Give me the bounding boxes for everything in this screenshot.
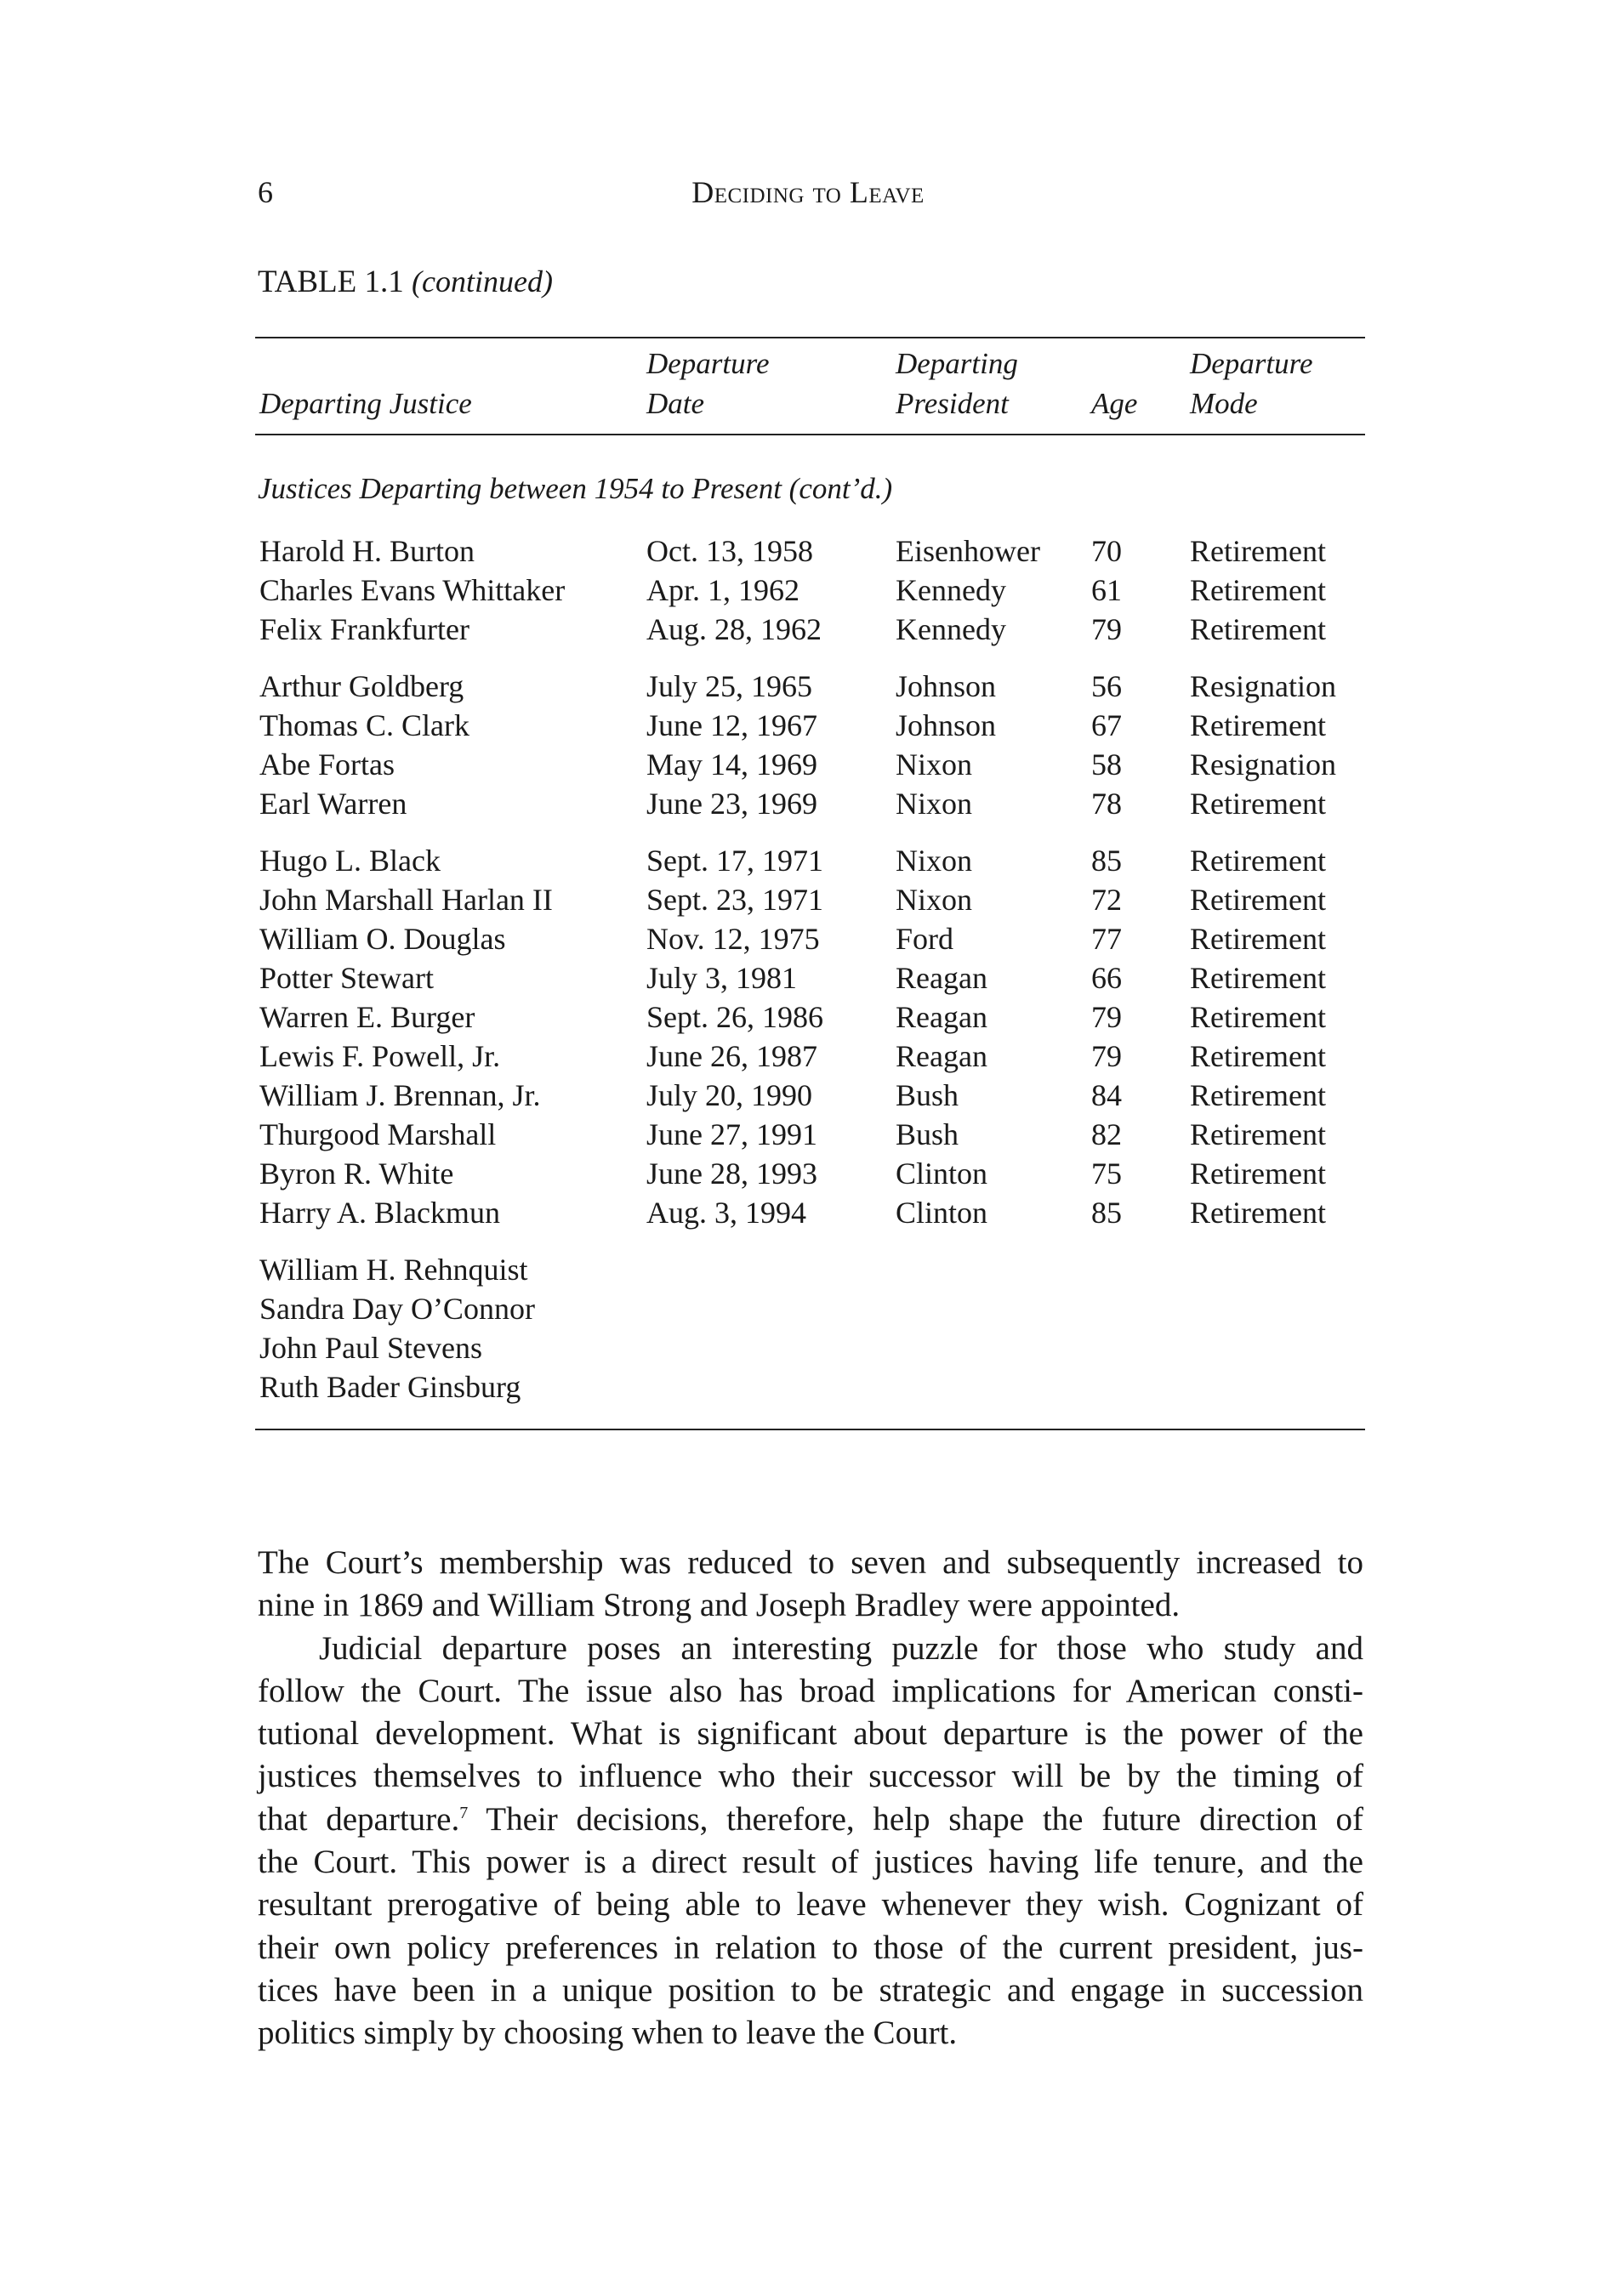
cell-mode: Retirement	[1190, 573, 1326, 607]
cell-president: Kennedy	[896, 612, 1006, 646]
cell-age: 85	[1091, 1196, 1122, 1230]
cell-mode: Retirement	[1190, 883, 1326, 917]
table-row	[0, 997, 1616, 1037]
body-line: Judicial departure poses an interesting puzzle for those who study and	[319, 1629, 1363, 1667]
cell-date: Sept. 23, 1971	[646, 883, 824, 917]
table-row	[0, 667, 1616, 706]
cell-mode: Retirement	[1190, 961, 1326, 995]
table-row	[0, 1115, 1616, 1154]
cell-justice: Warren E. Burger	[259, 1000, 475, 1034]
cell-president: Bush	[896, 1078, 959, 1112]
header-mode-line1: Departure	[1190, 347, 1313, 380]
table-row	[0, 571, 1616, 610]
cell-president: Bush	[896, 1117, 959, 1151]
cell-justice: Byron R. White	[259, 1157, 454, 1191]
table-row	[0, 531, 1616, 571]
cell-age: 84	[1091, 1078, 1122, 1112]
cell-justice: Thurgood Marshall	[259, 1117, 497, 1151]
cell-age: 58	[1091, 747, 1122, 781]
cell-president: Reagan	[896, 961, 987, 995]
cell-mode: Retirement	[1190, 612, 1326, 646]
body-text	[258, 1542, 1363, 2055]
cell-mode: Resignation	[1190, 669, 1336, 703]
body-line: The Court’s membership was reduced to seven and subsequently increased to	[258, 1544, 1363, 1581]
cell-age: 66	[1091, 961, 1122, 995]
cell-date: Sept. 26, 1986	[646, 1000, 824, 1034]
table-row	[0, 1289, 1616, 1328]
table-row	[0, 1154, 1616, 1193]
header-age: Age	[1091, 387, 1138, 420]
cell-president: Kennedy	[896, 573, 1006, 607]
table-group-label: Justices Departing between 1954 to Present (cont’d.)	[258, 472, 893, 505]
body-line	[258, 1799, 1363, 1841]
cell-date: Aug. 3, 1994	[646, 1196, 806, 1230]
cell-justice: John Paul Stevens	[259, 1331, 483, 1365]
cell-date: Aug. 28, 1962	[646, 612, 822, 646]
cell-mode: Retirement	[1190, 1078, 1326, 1112]
table-row	[0, 1250, 1616, 1289]
body-line: nine in 1869 and William Strong and Joseph Bradley were appointed.	[258, 1587, 1181, 1624]
footnote-ref[interactable]: 7	[459, 1803, 469, 1822]
cell-justice: William H. Rehnquist	[259, 1253, 528, 1287]
cell-age: 72	[1091, 883, 1122, 917]
table-row	[0, 1328, 1616, 1367]
cell-age: 79	[1091, 1039, 1122, 1073]
cell-president: Eisenhower	[896, 534, 1040, 568]
cell-date: Oct. 13, 1958	[646, 534, 813, 568]
cell-president: Johnson	[896, 708, 997, 742]
header-president-line2: President	[896, 387, 1009, 420]
cell-justice: Potter Stewart	[259, 961, 434, 995]
table-row	[0, 919, 1616, 958]
table-row	[0, 745, 1616, 784]
body-line: politics simply by choosing when to leave the Court.	[258, 2015, 958, 2052]
table-row	[0, 784, 1616, 823]
cell-mode: Retirement	[1190, 708, 1326, 742]
table-row	[0, 1076, 1616, 1115]
cell-age: 77	[1091, 922, 1122, 956]
table-row	[0, 958, 1616, 997]
cell-age: 85	[1091, 844, 1122, 878]
cell-justice: Abe Fortas	[259, 747, 395, 781]
cell-justice: William O. Douglas	[259, 922, 506, 956]
cell-age: 70	[1091, 534, 1122, 568]
cell-age: 61	[1091, 573, 1122, 607]
cell-justice: Lewis F. Powell, Jr.	[259, 1039, 501, 1073]
cell-date: June 28, 1993	[646, 1157, 817, 1191]
cell-age: 82	[1091, 1117, 1122, 1151]
table-row	[0, 1037, 1616, 1076]
body-line: follow the Court. The issue also has broad implications for American consti-	[258, 1672, 1363, 1709]
cell-justice: John Marshall Harlan II	[259, 883, 553, 917]
header-president-line1: Departing	[896, 347, 1018, 380]
cell-president: Clinton	[896, 1196, 988, 1230]
table-bottom-rule	[255, 1429, 1365, 1430]
table-row	[0, 706, 1616, 745]
cell-president: Nixon	[896, 787, 972, 821]
cell-mode: Retirement	[1190, 1039, 1326, 1073]
cell-date: May 14, 1969	[646, 747, 817, 781]
cell-mode: Retirement	[1190, 1117, 1326, 1151]
cell-mode: Retirement	[1190, 534, 1326, 568]
cell-justice: Harold H. Burton	[259, 534, 475, 568]
table-row	[0, 1367, 1616, 1407]
table-header-rule	[255, 434, 1365, 435]
cell-president: Reagan	[896, 1039, 987, 1073]
cell-date: Sept. 17, 1971	[646, 844, 824, 878]
cell-date: Nov. 12, 1975	[646, 922, 820, 956]
cell-date: June 23, 1969	[646, 787, 817, 821]
cell-justice: Earl Warren	[259, 787, 407, 821]
body-line: resultant prerogative of being able to leave whenever they wish. Cognizant of	[258, 1886, 1363, 1924]
cell-justice: Thomas C. Clark	[259, 708, 469, 742]
cell-date: June 27, 1991	[646, 1117, 817, 1151]
cell-date: July 25, 1965	[646, 669, 813, 703]
cell-date: June 12, 1967	[646, 708, 817, 742]
cell-justice: Hugo L. Black	[259, 844, 441, 878]
cell-age: 79	[1091, 1000, 1122, 1034]
cell-president: Nixon	[896, 747, 972, 781]
cell-justice: Sandra Day O’Connor	[259, 1292, 535, 1326]
cell-mode: Retirement	[1190, 922, 1326, 956]
running-head: Deciding to Leave	[691, 175, 925, 209]
cell-mode: Resignation	[1190, 747, 1336, 781]
cell-age: 75	[1091, 1157, 1122, 1191]
body-line: tices have been in a unique position to be strategic and engage in succession	[258, 1971, 1363, 2009]
body-text-span: that departure.	[258, 1800, 460, 1838]
cell-justice: Ruth Bader Ginsburg	[259, 1370, 521, 1404]
cell-date: July 3, 1981	[646, 961, 798, 995]
cell-justice: Arthur Goldberg	[259, 669, 464, 703]
table-title	[258, 264, 553, 300]
table-row	[0, 610, 1616, 649]
table-top-rule	[255, 337, 1365, 338]
header-date-line1: Departure	[646, 347, 770, 380]
cell-age: 56	[1091, 669, 1122, 703]
header-mode-line2: Mode	[1190, 387, 1258, 420]
header-date-line2: Date	[646, 387, 705, 420]
body-line: justices themselves to influence who their successor will be by the timing of	[258, 1758, 1363, 1795]
cell-age: 79	[1091, 612, 1122, 646]
table-row	[0, 841, 1616, 880]
cell-justice: Felix Frankfurter	[259, 612, 469, 646]
cell-mode: Retirement	[1190, 1000, 1326, 1034]
body-line: the Court. This power is a direct result of justices having life tenure, and the	[258, 1844, 1363, 1881]
table-number: TABLE 1.1	[258, 264, 404, 299]
body-line: tutional development. What is significant about departure is the power of the	[258, 1715, 1363, 1753]
cell-president: Johnson	[896, 669, 997, 703]
cell-justice: Charles Evans Whittaker	[259, 573, 566, 607]
header-justice: Departing Justice	[259, 387, 472, 420]
cell-mode: Retirement	[1190, 1157, 1326, 1191]
cell-date: July 20, 1990	[646, 1078, 813, 1112]
cell-president: Nixon	[896, 883, 972, 917]
body-line: their own policy preferences in relation to those of the current president, jus-	[258, 1929, 1363, 1966]
cell-age: 67	[1091, 708, 1122, 742]
cell-president: Clinton	[896, 1157, 988, 1191]
cell-date: June 26, 1987	[646, 1039, 817, 1073]
cell-justice: Harry A. Blackmun	[259, 1196, 500, 1230]
cell-justice: William J. Brennan, Jr.	[259, 1078, 541, 1112]
page-number: 6	[258, 175, 273, 209]
cell-president: Ford	[896, 922, 954, 956]
cell-mode: Retirement	[1190, 787, 1326, 821]
cell-mode: Retirement	[1190, 1196, 1326, 1230]
table-row	[0, 880, 1616, 919]
table-title-note: (continued)	[412, 264, 553, 298]
cell-president: Reagan	[896, 1000, 987, 1034]
cell-age: 78	[1091, 787, 1122, 821]
cell-mode: Retirement	[1190, 844, 1326, 878]
cell-date: Apr. 1, 1962	[646, 573, 799, 607]
cell-president: Nixon	[896, 844, 972, 878]
table-row	[0, 1193, 1616, 1232]
body-text-span: Their decisions, therefore, help shape the future direction of	[468, 1800, 1363, 1838]
